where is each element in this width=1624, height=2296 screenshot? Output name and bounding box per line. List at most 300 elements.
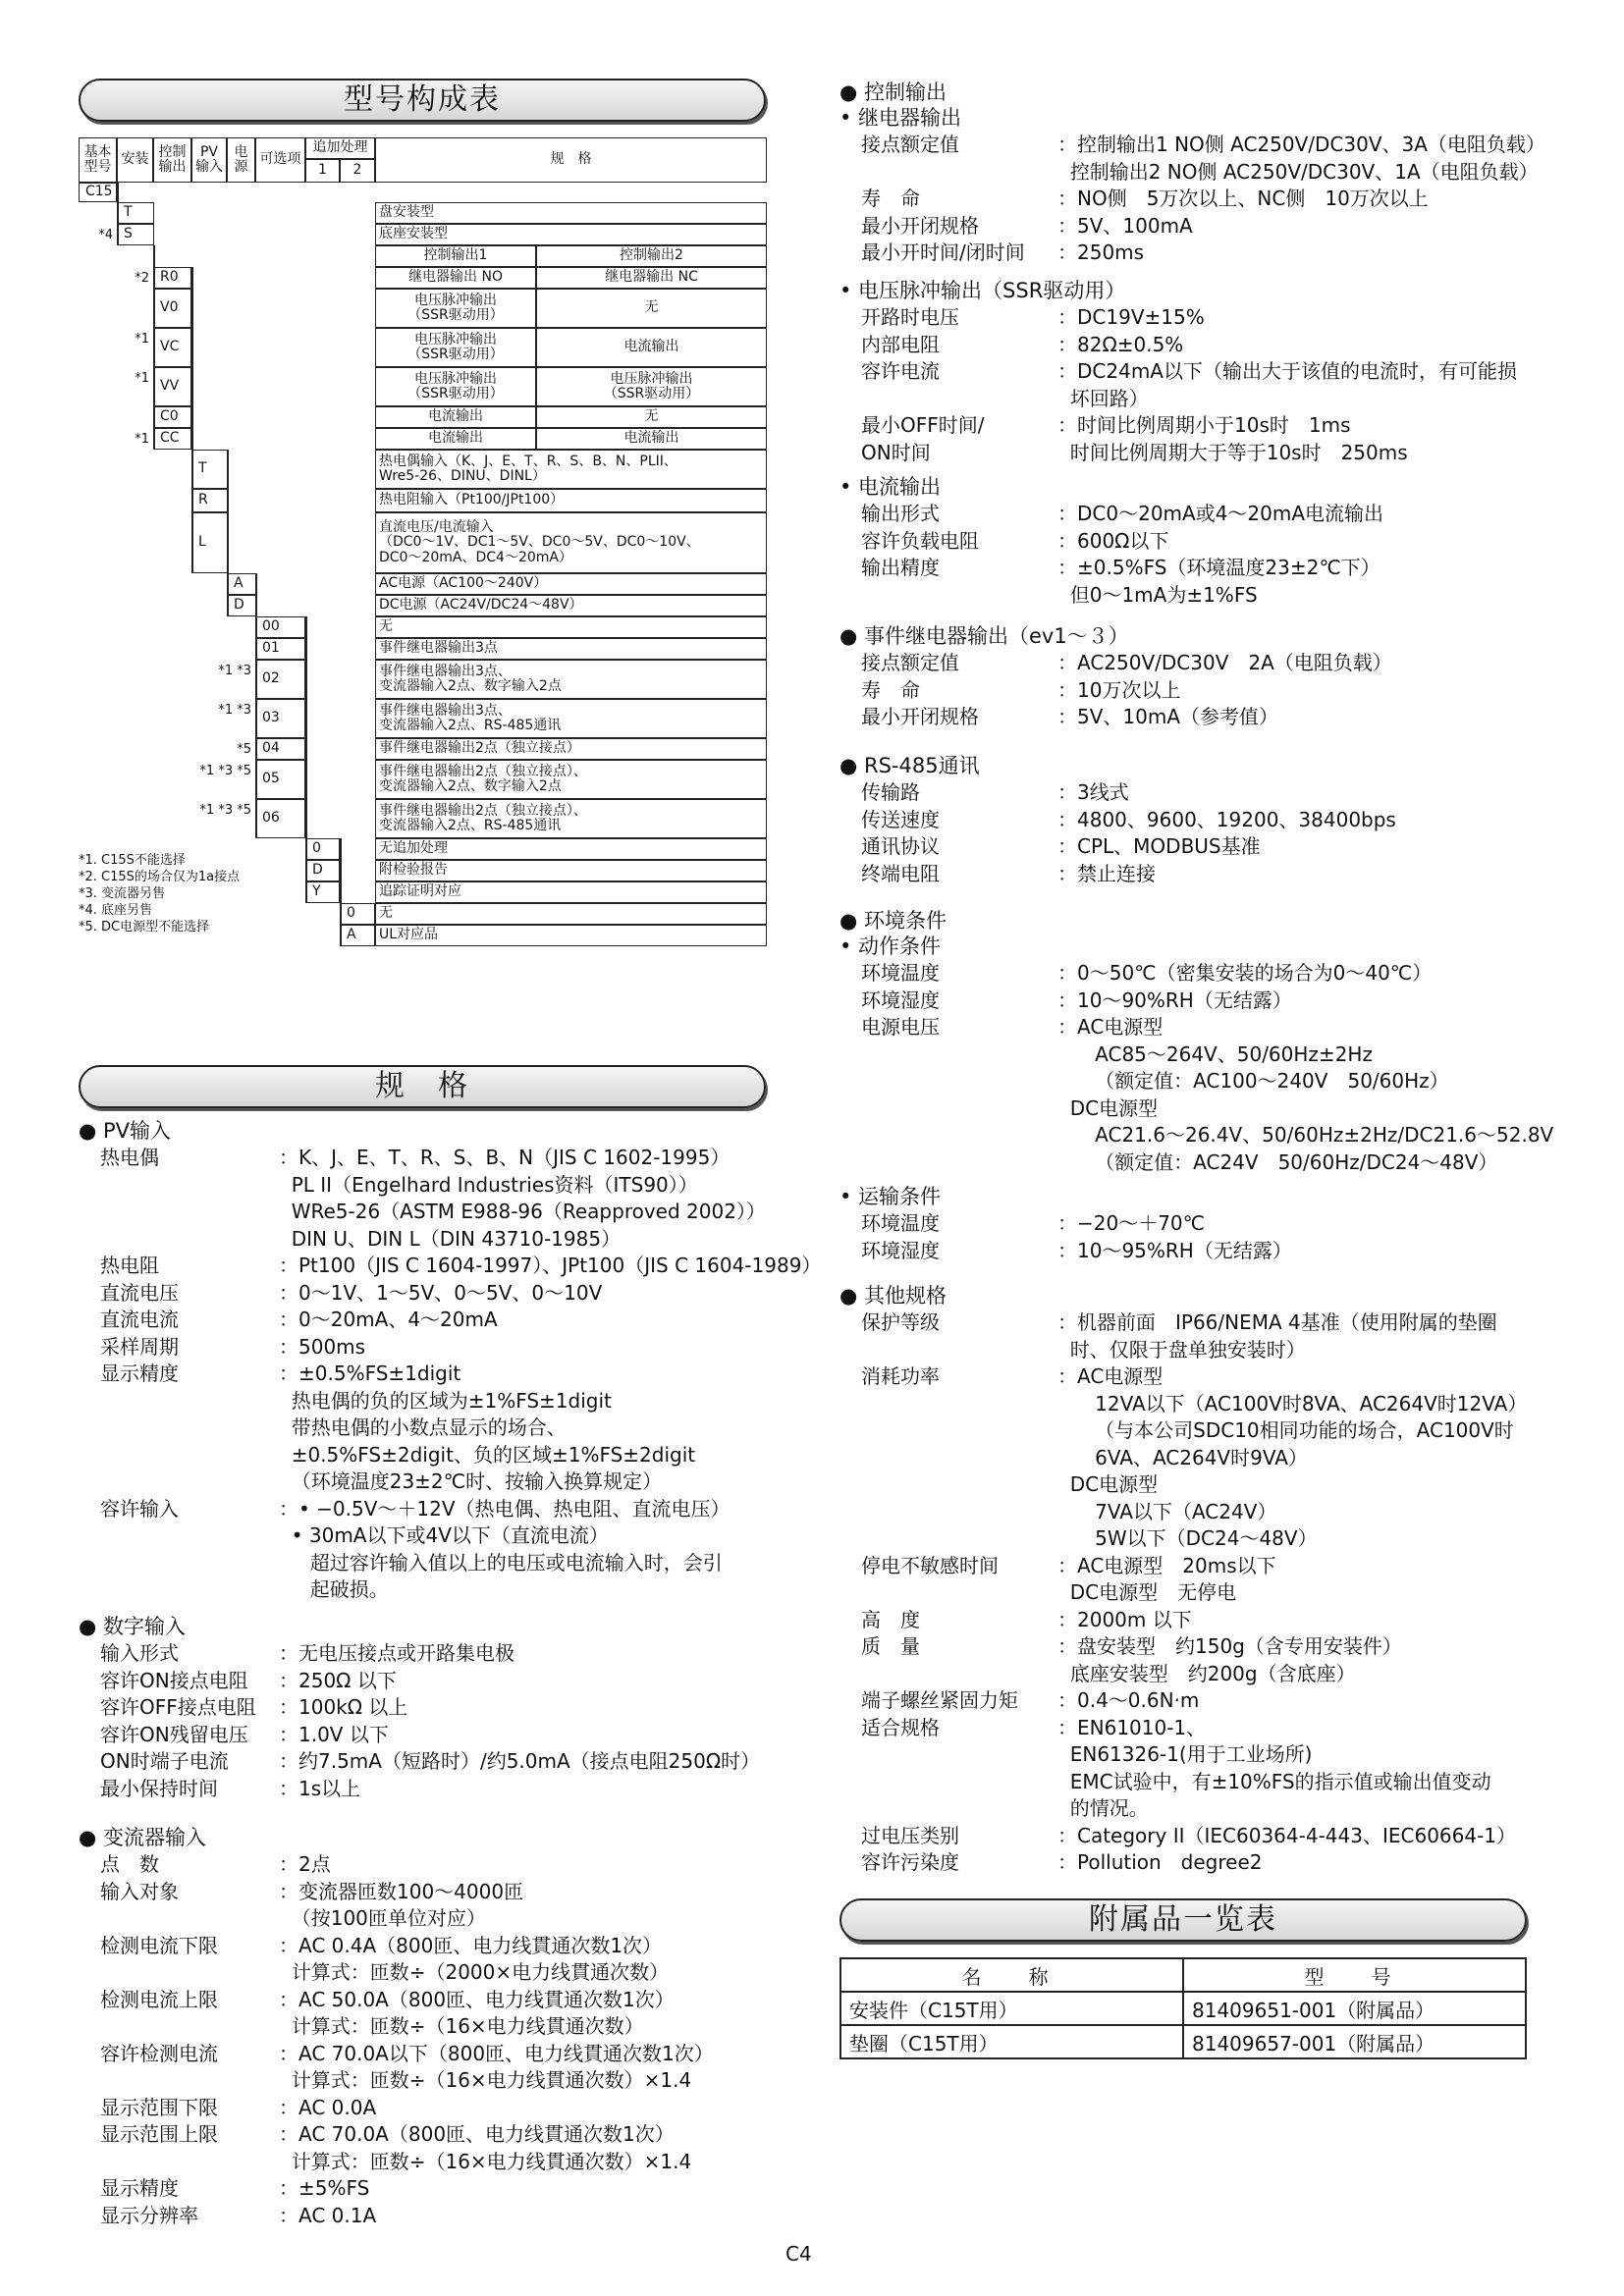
spec-row — [839, 159, 1545, 187]
spec-row — [79, 1496, 821, 1523]
spec-value: ：600Ω以下 — [1057, 528, 1169, 553]
spec-cell: 控制输出1 — [375, 245, 536, 267]
code-cell: C15 — [79, 183, 117, 202]
spec-section — [839, 933, 1553, 1176]
spec-value: 时、仅限于盘单独安装时） — [1057, 1337, 1306, 1362]
spec-row — [839, 1149, 1553, 1177]
spec-row — [79, 1145, 821, 1172]
code-cell: 03 — [255, 699, 305, 738]
spec-key: 显示范围上限 — [100, 2122, 218, 2146]
spec-key: 质 量 — [861, 1634, 920, 1658]
spec-row — [839, 988, 1553, 1015]
column-header: 可选项 — [255, 137, 305, 183]
spec-key — [79, 1415, 279, 1442]
spec-cell: 无 — [536, 406, 767, 428]
spec-value: ：变流器匝数100～4000匝 — [279, 1879, 524, 1903]
spec-key — [839, 1579, 1057, 1607]
spec-key: 最小保持时间 — [100, 1776, 218, 1800]
spec-key: 寿 命 — [861, 677, 920, 702]
spec-value: AC85～264V、50/60Hz±2Hz — [1057, 1041, 1373, 1066]
code-cell: A — [227, 573, 256, 595]
spec-cell: 无 — [375, 616, 767, 638]
footnotes — [79, 852, 240, 935]
spec-row — [839, 1210, 1292, 1238]
spec-value: 计算式：匝数÷（16×电力线貫通次数）×1.4 — [279, 2068, 692, 2092]
footnote-mark: *1 — [135, 432, 149, 447]
spec-key: 输入对象 — [100, 1879, 179, 1903]
spec-value: DIN U、DIN L（DIN 43710-1985） — [279, 1226, 622, 1251]
spec-value: DC电源型 — [1057, 1472, 1159, 1496]
spec-key: 显示分辨率 — [100, 2203, 198, 2227]
section-title: ● 环境条件 — [839, 909, 947, 933]
spec-value: （环境温度23±2℃时、按输入换算规定） — [279, 1469, 663, 1493]
spec-value: 计算式：匝数÷（16×电力线貫通次数） — [279, 2014, 644, 2038]
spec-value: （按100匝单位对应） — [279, 1906, 486, 1930]
spec-key — [79, 1442, 279, 1469]
spec-value: ±0.5%FS±2digit、负的区域±1%FS±2digit — [279, 1442, 696, 1467]
accessory-name: 安装件（C15T用） — [840, 1992, 1183, 2025]
spec-row — [79, 1361, 821, 1388]
code-cell: T — [117, 202, 154, 224]
spec-key: 环境湿度 — [861, 1238, 940, 1262]
footnote-mark: *1 — [135, 332, 149, 347]
spec-key: 接点额定值 — [861, 133, 959, 156]
spec-key: 检测电流上限 — [100, 1987, 218, 2011]
spec-key — [79, 1576, 279, 1604]
spec-value: ：AC电源型 — [1057, 1364, 1164, 1388]
spec-key: 热电偶 — [100, 1146, 159, 1169]
spec-cell: 直流电压/电流输入 （DC0～1V、DC1～5V、DC0～5V、DC0～10V、 DC0～20mA、DC4～20mA） — [375, 512, 767, 573]
spec-row — [79, 1851, 714, 1879]
footnote-mark: *1 *3 — [218, 703, 251, 718]
model-table — [79, 137, 766, 1041]
spec-value: ：Pt100（JIS C 1604-1997）、JPt100（JIS C 1604-1989） — [279, 1254, 822, 1277]
spec-key — [839, 1095, 1057, 1123]
section-title: ● 控制输出 — [839, 80, 947, 104]
spec-row — [839, 1579, 1527, 1607]
spec-value: ：500ms — [279, 1334, 366, 1359]
spec-key: ON时间 — [861, 440, 931, 464]
spec-key: 输出形式 — [861, 502, 940, 525]
spec-key: 电源电压 — [861, 1015, 940, 1039]
code-cell: 04 — [255, 738, 305, 760]
spec-key: 最小开闭规格 — [861, 705, 979, 728]
spec-row — [839, 358, 1517, 386]
code-cell: A — [340, 925, 375, 946]
spec-row — [79, 1307, 821, 1334]
spec-row — [79, 1468, 821, 1496]
spec-value: ：禁止连接 — [1057, 861, 1156, 885]
spec-value: 计算式：匝数÷（16×电力线貫通次数）×1.4 — [279, 2149, 692, 2173]
spec-value: ：AC 0.0A — [279, 2095, 377, 2119]
spec-row — [839, 1795, 1527, 1823]
spec-cell: 底座安装型 — [375, 224, 767, 245]
spec-cell: DC电源（AC24V/DC24～48V） — [375, 595, 767, 616]
spec-value: ：5V、100mA — [1057, 213, 1193, 238]
bracket-line — [191, 267, 193, 573]
spec-value: AC21.6～26.4V、50/60Hz±2Hz/DC21.6～52.8V — [1057, 1123, 1554, 1147]
spec-key: 最小OFF时间/ — [861, 413, 985, 437]
footnote-mark: *1 *3 — [218, 664, 251, 678]
spec-key — [79, 1388, 279, 1415]
spec-key — [839, 159, 1057, 187]
spec-key — [79, 1226, 279, 1254]
spec-cell: 继电器输出 NO — [375, 267, 536, 289]
spec-cell: 无追加处理 — [375, 838, 767, 860]
spec-value: ：5V、10mA（参考值） — [1057, 705, 1279, 728]
spec-row — [839, 528, 1383, 556]
spec-row — [839, 440, 1517, 467]
spec-section — [839, 277, 1517, 466]
spec-key: 端子螺丝紧固力矩 — [861, 1688, 1018, 1712]
spec-value: ：2000m 以下 — [1057, 1607, 1192, 1631]
spec-cell: 电压脉冲输出 （SSR驱动用） — [536, 367, 767, 406]
spec-value: 底座安装型 约200g（含底座） — [1057, 1661, 1356, 1685]
spec-key: 通讯协议 — [861, 834, 940, 858]
spec-row — [839, 240, 1545, 267]
spec-row — [79, 1905, 714, 1933]
spec-row — [79, 2013, 714, 2041]
spec-row — [839, 186, 1545, 213]
code-cell: 0 — [305, 838, 340, 860]
spec-key — [79, 2013, 279, 2041]
footnote: *1. C15S不能选择 — [79, 853, 186, 868]
spec-key: 消耗功率 — [861, 1364, 940, 1388]
spec-row — [839, 1607, 1527, 1634]
column-header: PV 输入 — [191, 137, 227, 183]
column-header: 安装 — [117, 137, 153, 183]
spec-section — [839, 622, 1392, 731]
spec-cell: 热电阻输入（Pt100/JPt100） — [375, 489, 767, 512]
column-header: 2 — [340, 159, 375, 183]
spec-row — [839, 1391, 1527, 1418]
spec-row — [839, 650, 1392, 677]
spec-row — [79, 1442, 821, 1469]
spec-key — [79, 1468, 279, 1496]
spec-cell: 控制输出2 — [536, 245, 767, 267]
spec-value: ：−20～＋70℃ — [1057, 1211, 1206, 1235]
spec-row — [839, 386, 1517, 413]
accessory-header-row — [840, 1958, 1526, 1992]
spec-row — [839, 833, 1396, 861]
spec-key — [839, 1337, 1057, 1364]
accessory-name-header: 名 称 — [840, 1958, 1183, 1992]
spec-key: 容许输入 — [100, 1496, 179, 1521]
spec-value: ：0.4～0.6N·m — [1057, 1688, 1200, 1712]
spec-key: 传送速度 — [861, 807, 940, 831]
spec-value: 带热电偶的小数点显示的场合、 — [279, 1415, 567, 1439]
spec-key — [79, 1959, 279, 1987]
footnote-mark: *2 — [135, 271, 149, 286]
spec-key — [79, 2149, 279, 2176]
spec-value: 起破损。 — [279, 1577, 389, 1601]
code-cell: V0 — [153, 289, 191, 328]
spec-key — [839, 1769, 1057, 1796]
spec-key — [839, 1445, 1057, 1472]
code-cell: T — [191, 450, 228, 489]
spec-key — [79, 1550, 279, 1577]
spec-key: 环境温度 — [861, 961, 940, 985]
spec-key: 采样周期 — [100, 1334, 179, 1359]
code-cell: L — [191, 512, 228, 573]
spec-value: WRe5-26（ASTM E988-96（Reapproved 2002）） — [279, 1200, 766, 1223]
spec-key: ON时端子电流 — [100, 1749, 229, 1773]
section-title: • 电流输出 — [839, 475, 942, 499]
code-cell: Y — [305, 881, 340, 903]
spec-row — [839, 1741, 1527, 1769]
section-title: • 运输条件 — [839, 1185, 942, 1208]
code-cell: D — [305, 860, 340, 881]
code-cell: R0 — [153, 267, 191, 289]
spec-value: ：1s以上 — [279, 1776, 361, 1800]
spec-cell: UL对应品 — [375, 925, 767, 946]
spec-key: 容许ON残留电压 — [100, 1722, 248, 1746]
spec-row — [839, 779, 1396, 807]
spec-row — [79, 1933, 714, 1960]
spec-row — [839, 1553, 1527, 1580]
spec-key — [839, 1149, 1057, 1177]
spec-row — [79, 2175, 714, 2203]
spec-cell: 电流输出 — [536, 328, 767, 367]
spec-row — [839, 677, 1392, 705]
spec-row — [839, 1499, 1527, 1526]
spec-value: ：• −0.5V～＋12V（热电偶、热电阻、直流电压） — [279, 1496, 731, 1521]
spec-value: ：4800、9600、19200、38400bps — [1057, 807, 1396, 831]
code-cell: CC — [153, 428, 191, 450]
spec-value: 控制输出2 NO侧 AC250V/DC30V、1A（电阻负载） — [1057, 159, 1539, 184]
spec-key — [839, 386, 1057, 413]
spec-key: 输出精度 — [861, 556, 940, 579]
spec-value: 5W以下（DC24～48V） — [1057, 1526, 1318, 1550]
spec-value: （额定值：AC100～240V 50/60Hz） — [1057, 1069, 1449, 1093]
spec-key: 寿 命 — [861, 187, 920, 210]
spec-cell: 事件继电器输出3点、 变流器输入2点、RS-485通讯 — [375, 699, 767, 738]
spec-key: 直流电流 — [100, 1308, 179, 1331]
footnote-mark: *1 — [135, 371, 149, 386]
spec-row — [839, 1715, 1527, 1742]
spec-row — [839, 1769, 1527, 1796]
spec-value: ：3线式 — [1057, 780, 1129, 804]
spec-value: ：100kΩ 以上 — [279, 1695, 408, 1719]
spec-value: ：AC250V/DC30V 2A（电阻负载） — [1057, 651, 1392, 674]
spec-banner: 规 格 — [79, 1065, 766, 1108]
spec-row — [79, 1776, 760, 1803]
spec-row — [79, 1694, 760, 1722]
spec-row — [839, 1417, 1527, 1445]
spec-value: 超过容许输入值以上的电压或电流输入时，会引 — [279, 1550, 723, 1575]
spec-section — [79, 1824, 714, 2229]
footnote: *5. DC电源型不能选择 — [79, 920, 210, 934]
spec-row — [839, 1363, 1527, 1391]
accessory-table — [839, 1957, 1527, 2059]
code-cell: VV — [153, 367, 191, 406]
spec-key: 容许ON接点电阻 — [100, 1668, 248, 1692]
spec-value: ：Category II（IEC60364-4-443、IEC60664-1） — [1057, 1823, 1517, 1847]
section-title: • 电压脉冲输出（SSR驱动用） — [839, 279, 1126, 302]
spec-row — [79, 1415, 821, 1442]
spec-key: 检测电流下限 — [100, 1933, 218, 1957]
spec-cell: 电流输出 — [375, 406, 536, 428]
spec-key: 环境湿度 — [861, 988, 940, 1012]
accessory-name: 垫圈（C15T用） — [840, 2025, 1183, 2058]
column-header: 基本 型号 — [79, 137, 117, 183]
spec-key: 内部电阻 — [861, 332, 940, 356]
accessory-model-header: 型 号 — [1183, 1958, 1526, 1992]
code-cell: 06 — [255, 799, 305, 838]
spec-row — [839, 1014, 1553, 1041]
section-title: ● 变流器输入 — [79, 1826, 206, 1849]
spec-key — [839, 1041, 1057, 1069]
spec-value: ：AC 70.0A以下（800匝、电力线貫通次数1次） — [279, 2041, 714, 2065]
spec-row — [79, 2203, 714, 2230]
spec-row — [839, 1687, 1527, 1715]
code-cell: C0 — [153, 406, 191, 428]
spec-row — [79, 1722, 760, 1749]
footnote-mark: *1 *3 *5 — [199, 764, 251, 778]
spec-row — [839, 1041, 1553, 1069]
spec-row — [839, 861, 1396, 888]
spec-row — [839, 1095, 1553, 1123]
spec-value: 时间比例周期大于等于10s时 250ms — [1057, 440, 1408, 464]
bracket-line — [117, 183, 119, 245]
column-header: 控制 输出 — [153, 137, 191, 183]
code-cell: 02 — [255, 660, 305, 699]
bracket-line — [153, 245, 155, 450]
spec-value: ：CPL、MODBUS基准 — [1057, 834, 1261, 858]
spec-value: 热电偶的负的区域为±1%FS±1digit — [279, 1388, 612, 1413]
spec-cell: 电压脉冲输出 （SSR驱动用） — [375, 328, 536, 367]
spec-cell: 电流输出 — [536, 428, 767, 450]
spec-value: EN61326-1(用于工业场所) — [1057, 1742, 1313, 1766]
spec-row — [839, 1337, 1527, 1364]
spec-value: ：约7.5mA（短路时）/约5.0mA（接点电阻250Ω时） — [279, 1749, 761, 1773]
spec-row — [79, 1576, 821, 1604]
bracket-line — [340, 838, 342, 946]
spec-row — [839, 807, 1396, 834]
spec-key: 传输路 — [861, 780, 920, 804]
column-header: 追加处理 — [305, 137, 375, 159]
section-title: ● RS-485通讯 — [839, 754, 980, 777]
section-title: ● 数字输入 — [79, 1615, 186, 1638]
column-header: 电源 — [227, 137, 255, 183]
spec-section — [79, 1613, 760, 1802]
bracket-line — [305, 616, 307, 903]
spec-row — [79, 2041, 714, 2068]
spec-row — [839, 1849, 1527, 1877]
spec-key — [79, 2067, 279, 2095]
page-number: C4 — [785, 2242, 812, 2266]
column-header: 1 — [305, 159, 340, 183]
spec-row — [839, 1823, 1527, 1850]
spec-value: ：0～50℃（密集安装的场合为0～40℃） — [1057, 961, 1433, 985]
section-title: • 继电器输出 — [839, 106, 962, 130]
spec-row — [79, 1334, 821, 1362]
spec-row — [79, 1253, 821, 1280]
spec-value: ：1.0V 以下 — [279, 1722, 389, 1746]
spec-value: ：82Ω±0.5% — [1057, 332, 1184, 356]
spec-key: 容许电流 — [861, 359, 940, 383]
spec-value: ：控制输出1 NO侧 AC250V/DC30V、3A（电阻负载） — [1057, 133, 1545, 156]
spec-cell: 追踪证明对应 — [375, 881, 767, 903]
spec-row — [839, 960, 1553, 988]
spec-key — [839, 1741, 1057, 1769]
spec-row — [839, 1122, 1553, 1149]
spec-key: 停电不敏感时间 — [861, 1553, 999, 1577]
spec-row — [839, 1238, 1292, 1265]
spec-key: 显示精度 — [100, 2176, 179, 2200]
spec-cell: 盘安装型 — [375, 202, 767, 224]
spec-key — [839, 1391, 1057, 1418]
spec-row — [839, 132, 1545, 159]
spec-value: 的情况。 — [1057, 1796, 1149, 1820]
spec-row — [79, 1172, 821, 1200]
spec-key: 容许负载电阻 — [861, 528, 979, 553]
spec-key: 开路时电压 — [861, 305, 959, 329]
spec-value: （额定值：AC24V 50/60Hz/DC24～48V） — [1057, 1149, 1498, 1174]
spec-value: ：10～90%RH（无结露） — [1057, 988, 1292, 1012]
spec-row — [839, 1068, 1553, 1095]
spec-key: 保护等级 — [861, 1310, 940, 1334]
bracket-line — [227, 450, 229, 616]
spec-value: ：AC电源型 20ms以下 — [1057, 1553, 1276, 1577]
spec-key: 终端电阻 — [861, 861, 940, 885]
table-row — [840, 2025, 1526, 2058]
spec-value: 坏回路） — [1057, 386, 1149, 410]
spec-row — [79, 1226, 821, 1254]
spec-key — [839, 1122, 1057, 1149]
spec-row — [79, 2067, 714, 2095]
spec-value: ：2点 — [279, 1852, 331, 1876]
spec-value: DC电源型 无停电 — [1057, 1580, 1237, 1604]
spec-cell: 无 — [375, 903, 767, 925]
spec-cell: 电流输出 — [375, 428, 536, 450]
spec-value: 7VA以下（AC24V） — [1057, 1499, 1277, 1523]
footnote: *3. 变流器另售 — [79, 886, 166, 901]
spec-section — [79, 1117, 821, 1604]
spec-value: 6VA、AC264V时9VA） — [1057, 1445, 1308, 1469]
spec-value: ：时间比例周期小于10s时 1ms — [1057, 413, 1351, 437]
spec-key — [79, 1199, 279, 1226]
code-cell: S — [117, 224, 154, 245]
spec-key: 显示范围下限 — [100, 2095, 218, 2119]
spec-value: EMC试验中，有±10%FS的指示值或输出值变动 — [1057, 1769, 1491, 1793]
spec-key — [839, 1661, 1057, 1688]
spec-key: 适合规格 — [861, 1715, 940, 1739]
spec-section — [839, 752, 1396, 887]
spec-cell: 继电器输出 NC — [536, 267, 767, 289]
spec-value: ：机器前面 IP66/NEMA 4基准（使用附属的垫圈 — [1057, 1310, 1497, 1334]
spec-key — [839, 1417, 1057, 1445]
spec-row — [79, 2149, 714, 2176]
spec-key — [79, 1905, 279, 1933]
footnote-mark: *4 — [98, 228, 113, 242]
spec-row — [79, 1987, 714, 2014]
spec-value: ：Pollution degree2 — [1057, 1850, 1263, 1874]
code-cell: 0 — [340, 903, 375, 925]
spec-row — [839, 304, 1517, 332]
spec-row — [839, 1661, 1527, 1688]
code-cell: R — [191, 489, 228, 512]
spec-value: ：±0.5%FS±1digit — [279, 1362, 461, 1385]
spec-value: 12VA以下（AC100V时8VA、AC264V时12VA） — [1057, 1391, 1528, 1415]
spec-key: 显示精度 — [100, 1362, 179, 1385]
spec-value: • 30mA以下或4V以下（直流电流） — [279, 1523, 609, 1547]
spec-key: 点 数 — [100, 1852, 159, 1876]
spec-key: 容许污染度 — [861, 1850, 959, 1874]
spec-row — [839, 1445, 1527, 1472]
section-title: ● 其他规格 — [839, 1284, 947, 1308]
spec-row — [79, 1522, 821, 1550]
